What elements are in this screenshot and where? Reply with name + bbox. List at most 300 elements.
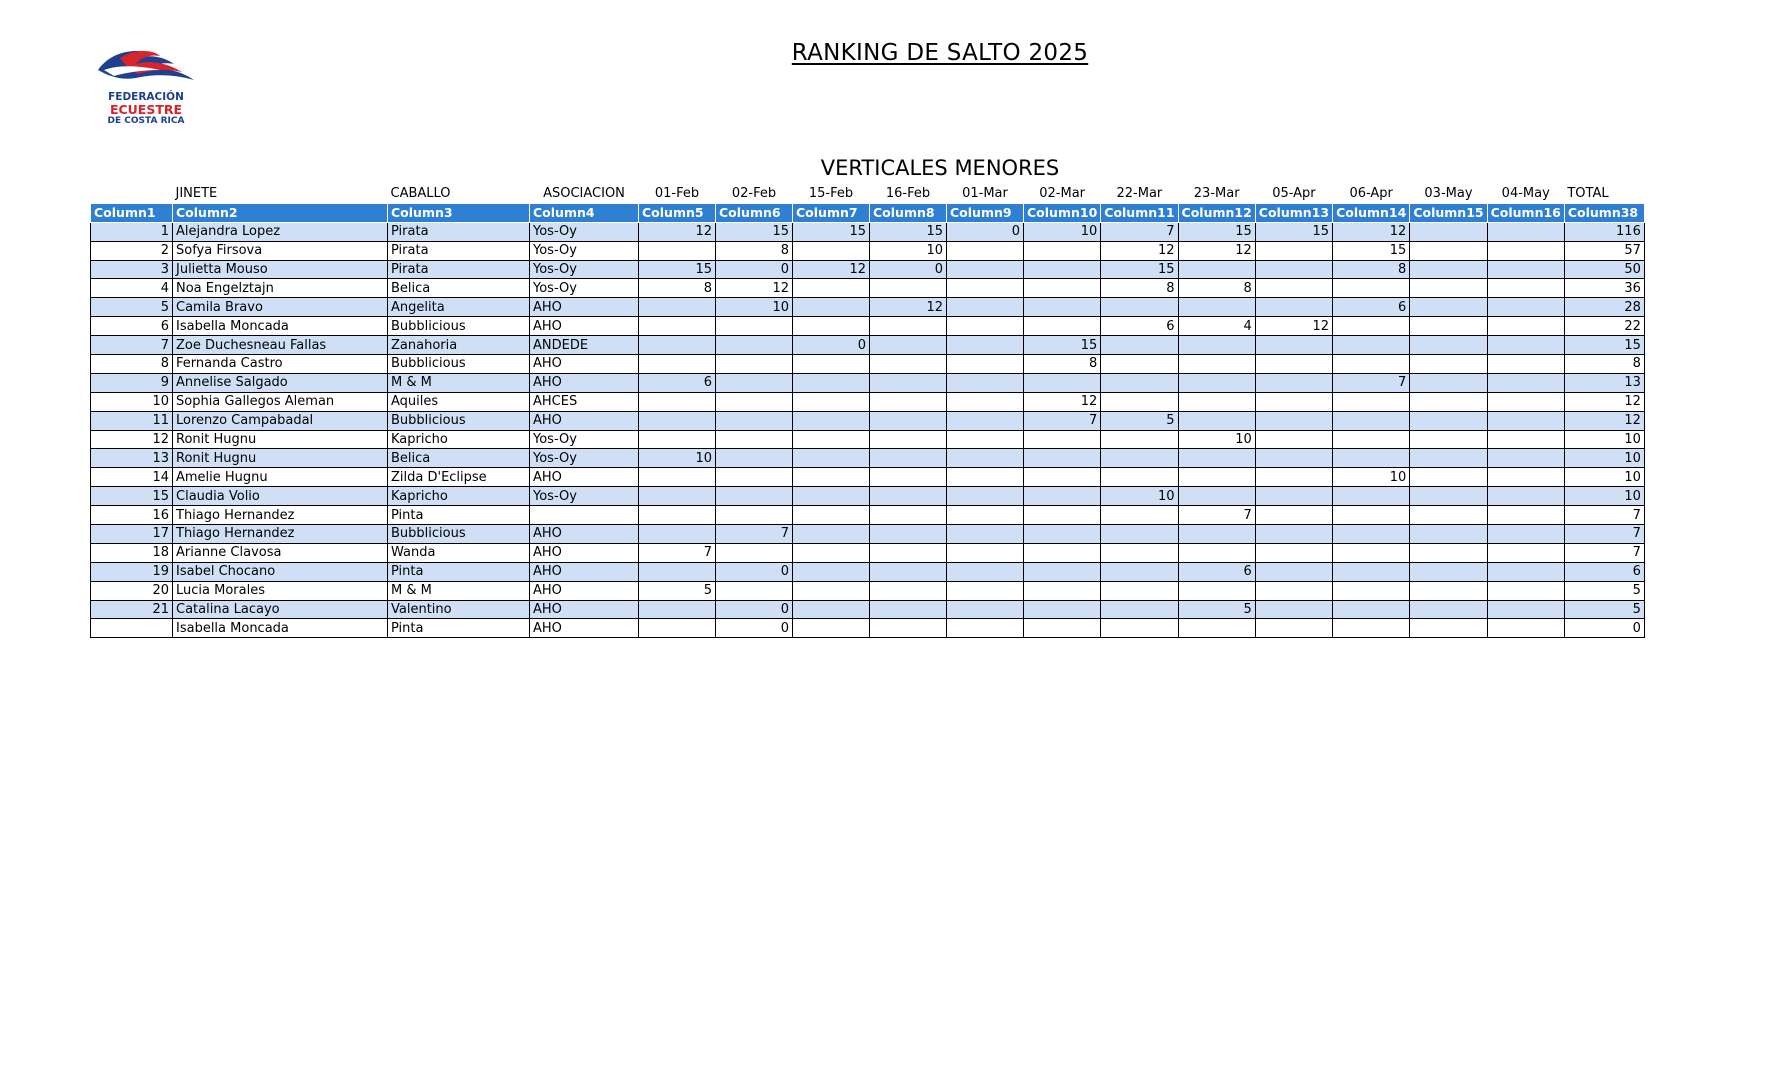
column-header-cell[interactable]: Column4 [530, 203, 639, 222]
table-cell [1101, 468, 1178, 487]
table-cell: 11 [91, 411, 173, 430]
column-header-cell[interactable]: Column13 [1255, 203, 1332, 222]
table-cell [1024, 260, 1101, 279]
table-cell: 3 [91, 260, 173, 279]
table-cell: Pirata [388, 241, 530, 260]
table-cell [1487, 487, 1564, 506]
table-cell: Bubblicious [388, 411, 530, 430]
table-row [91, 336, 1645, 355]
table-cell [1255, 525, 1332, 544]
table-cell: 10 [870, 241, 947, 260]
table-cell: Yos-Oy [530, 260, 639, 279]
table-cell [947, 411, 1024, 430]
table-cell: 15 [1333, 241, 1410, 260]
table-cell [639, 298, 716, 317]
column-header-cell[interactable]: Column15 [1410, 203, 1487, 222]
table-cell [716, 373, 793, 392]
table-cell: 5 [1564, 600, 1644, 619]
table-cell: 12 [793, 260, 870, 279]
column-header-cell[interactable]: Column7 [793, 203, 870, 222]
table-cell [1410, 373, 1487, 392]
table-cell: Pinta [388, 506, 530, 525]
logo-line-ecuestre: ECUESTRE [109, 102, 183, 117]
table-cell: Angelita [388, 298, 530, 317]
table-cell: Lorenzo Campabadal [173, 411, 388, 430]
date-header-cell: 22-Mar [1116, 186, 1163, 202]
table-cell [1255, 543, 1332, 562]
table-cell [870, 279, 947, 298]
table-cell: Pinta [388, 619, 530, 638]
table-cell [870, 411, 947, 430]
table-cell: 0 [1564, 619, 1644, 638]
table-cell [870, 600, 947, 619]
table-cell: Wanda [388, 543, 530, 562]
logo-line-federacion: FEDERACIÓN [108, 91, 184, 103]
table-cell [1410, 449, 1487, 468]
table-cell [1024, 619, 1101, 638]
table-cell [1487, 449, 1564, 468]
ranking-table [90, 185, 1645, 638]
table-cell [1178, 336, 1255, 355]
table-cell: Ronit Hugnu [173, 430, 388, 449]
table-cell [1024, 298, 1101, 317]
table-row [91, 430, 1645, 449]
table-cell: Zoe Duchesneau Fallas [173, 336, 388, 355]
table-cell [716, 317, 793, 336]
date-header-cell: ASOCIACION [543, 186, 625, 202]
table-cell [1487, 543, 1564, 562]
table-cell [1255, 355, 1332, 374]
table-cell [870, 355, 947, 374]
table-cell: Kapricho [388, 487, 530, 506]
table-cell: 8 [716, 241, 793, 260]
table-cell [1410, 355, 1487, 374]
table-row [91, 279, 1645, 298]
table-cell [1255, 600, 1332, 619]
table-cell [870, 468, 947, 487]
table-cell: AHO [530, 600, 639, 619]
table-cell [1410, 411, 1487, 430]
table-cell: 14 [91, 468, 173, 487]
table-cell [870, 581, 947, 600]
table-cell [1101, 525, 1178, 544]
table-cell: 0 [870, 260, 947, 279]
table-cell: 4 [91, 279, 173, 298]
table-cell: 10 [1333, 468, 1410, 487]
date-header-cell: 03-May [1424, 186, 1473, 202]
table-cell [1410, 562, 1487, 581]
date-header-cell: 02-Feb [731, 186, 777, 202]
table-cell: Belica [388, 279, 530, 298]
table-cell [1101, 298, 1178, 317]
table-cell [947, 468, 1024, 487]
table-cell: 116 [1564, 222, 1644, 241]
table-cell: 57 [1564, 241, 1644, 260]
table-cell [639, 430, 716, 449]
column-header-cell[interactable]: Column8 [870, 203, 947, 222]
table-cell [947, 430, 1024, 449]
table-cell: 12 [91, 430, 173, 449]
date-header-cell: 06-Apr [1349, 186, 1393, 202]
table-cell [1178, 411, 1255, 430]
date-header-cell: 02-Mar [1039, 186, 1086, 202]
table-cell [870, 525, 947, 544]
table-cell [1178, 487, 1255, 506]
table-cell [793, 411, 870, 430]
table-cell [1410, 392, 1487, 411]
table-cell [1178, 392, 1255, 411]
table-cell [870, 543, 947, 562]
table-cell [639, 317, 716, 336]
table-cell [793, 279, 870, 298]
table-cell [1487, 355, 1564, 374]
table-cell [1024, 449, 1101, 468]
table-cell [716, 336, 793, 355]
table-cell: Isabel Chocano [173, 562, 388, 581]
table-cell [1333, 411, 1410, 430]
table-cell: 8 [639, 279, 716, 298]
table-cell [1024, 525, 1101, 544]
table-row [91, 222, 1645, 241]
column-header-cell[interactable]: Column5 [639, 203, 716, 222]
table-cell [870, 336, 947, 355]
table-cell [716, 355, 793, 374]
table-cell: 12 [639, 222, 716, 241]
table-cell [1178, 298, 1255, 317]
table-cell [1255, 392, 1332, 411]
column-header-cell[interactable]: Column10 [1024, 203, 1101, 222]
table-cell: 10 [1101, 487, 1178, 506]
table-cell: 15 [1178, 222, 1255, 241]
table-cell: Arianne Clavosa [173, 543, 388, 562]
table-cell: Thiago Hernandez [173, 506, 388, 525]
table-row [91, 298, 1645, 317]
table-cell: Ronit Hugnu [173, 449, 388, 468]
table-cell [793, 355, 870, 374]
table-cell: 0 [793, 336, 870, 355]
date-header-cell: 04-May [1501, 186, 1550, 202]
table-cell [639, 487, 716, 506]
table-cell: 12 [1564, 411, 1644, 430]
table-cell: 12 [1178, 241, 1255, 260]
column-header-cell[interactable]: Column6 [716, 203, 793, 222]
column-header-cell[interactable]: Column1 [91, 203, 173, 222]
table-cell [1487, 411, 1564, 430]
table-cell [793, 487, 870, 506]
table-cell [1255, 487, 1332, 506]
table-cell: Kapricho [388, 430, 530, 449]
table-cell [793, 562, 870, 581]
table-cell: 5 [1564, 581, 1644, 600]
table-cell: 7 [1178, 506, 1255, 525]
table-cell [1487, 581, 1564, 600]
table-cell [1255, 241, 1332, 260]
table-cell [1333, 279, 1410, 298]
table-row [91, 562, 1645, 581]
table-cell: 28 [1564, 298, 1644, 317]
table-cell [1255, 619, 1332, 638]
table-cell [639, 241, 716, 260]
date-header-cell: CABALLO [390, 186, 451, 202]
table-cell [639, 619, 716, 638]
table-cell: 15 [1101, 260, 1178, 279]
table-cell [870, 506, 947, 525]
column-header-row [91, 203, 1645, 222]
table-cell [1333, 543, 1410, 562]
table-cell [1178, 468, 1255, 487]
table-cell: 0 [716, 260, 793, 279]
table-row [91, 468, 1645, 487]
table-cell [1178, 581, 1255, 600]
table-cell [793, 430, 870, 449]
table-cell [1255, 279, 1332, 298]
table-cell [716, 581, 793, 600]
table-cell [1410, 619, 1487, 638]
table-cell [1333, 562, 1410, 581]
table-cell: 4 [1178, 317, 1255, 336]
table-cell: Pinta [388, 562, 530, 581]
table-cell: 10 [1024, 222, 1101, 241]
table-cell [793, 449, 870, 468]
table-cell [793, 392, 870, 411]
table-cell: 8 [1178, 279, 1255, 298]
table-cell [1255, 336, 1332, 355]
table-cell: 10 [716, 298, 793, 317]
table-cell [793, 468, 870, 487]
table-cell [1487, 298, 1564, 317]
table-cell [1333, 581, 1410, 600]
column-header-cell[interactable]: Column2 [173, 203, 388, 222]
table-cell: Zilda D'Eclipse [388, 468, 530, 487]
table-cell: AHO [530, 373, 639, 392]
table-cell [1487, 525, 1564, 544]
table-cell: M & M [388, 581, 530, 600]
table-cell: Isabella Moncada [173, 619, 388, 638]
column-header-cell[interactable]: Column3 [388, 203, 530, 222]
table-cell [1487, 336, 1564, 355]
date-header-cell: JINETE [175, 186, 218, 202]
table-cell: 12 [1333, 222, 1410, 241]
table-cell: 0 [716, 600, 793, 619]
table-cell [1410, 581, 1487, 600]
table-cell: Valentino [388, 600, 530, 619]
table-cell [1410, 222, 1487, 241]
table-cell [947, 317, 1024, 336]
table-cell [793, 373, 870, 392]
table-cell: Yos-Oy [530, 241, 639, 260]
date-header-cell [91, 185, 173, 203]
table-cell: 0 [947, 222, 1024, 241]
table-cell: Amelie Hugnu [173, 468, 388, 487]
date-header-cell: 16-Feb [885, 186, 931, 202]
table-cell: 6 [1101, 317, 1178, 336]
table-cell [870, 449, 947, 468]
table-cell [793, 317, 870, 336]
table-row [91, 543, 1645, 562]
table-cell [1487, 600, 1564, 619]
table-cell [716, 411, 793, 430]
table-cell [947, 298, 1024, 317]
table-cell: 10 [1564, 430, 1644, 449]
table-cell [1024, 468, 1101, 487]
table-cell: AHO [530, 525, 639, 544]
table-cell [1024, 543, 1101, 562]
table-cell [1101, 355, 1178, 374]
table-cell [1101, 581, 1178, 600]
table-cell: Yos-Oy [530, 449, 639, 468]
table-cell: 15 [1255, 222, 1332, 241]
table-cell: 16 [91, 506, 173, 525]
column-header-cell[interactable]: Column14 [1333, 203, 1410, 222]
table-cell: 13 [91, 449, 173, 468]
table-cell [716, 468, 793, 487]
table-cell [1410, 430, 1487, 449]
table-cell: 7 [1101, 222, 1178, 241]
date-header-cell: 05-Apr [1272, 186, 1316, 202]
table-cell: 6 [1178, 562, 1255, 581]
table-cell [1333, 449, 1410, 468]
table-cell [1255, 260, 1332, 279]
table-cell [1487, 279, 1564, 298]
table-cell: AHO [530, 411, 639, 430]
column-header-cell[interactable]: Column38 [1564, 203, 1644, 222]
table-cell: 17 [91, 525, 173, 544]
table-cell [1410, 241, 1487, 260]
table-cell [947, 241, 1024, 260]
table-cell [1024, 600, 1101, 619]
table-cell [1178, 373, 1255, 392]
table-cell [716, 506, 793, 525]
table-cell: 10 [1564, 468, 1644, 487]
table-cell [1487, 468, 1564, 487]
table-cell [639, 336, 716, 355]
table-cell [870, 619, 947, 638]
table-cell: AHO [530, 562, 639, 581]
table-cell: 36 [1564, 279, 1644, 298]
table-row [91, 487, 1645, 506]
table-cell [1024, 317, 1101, 336]
date-header-row [91, 185, 1645, 203]
table-cell: 18 [91, 543, 173, 562]
table-cell [639, 392, 716, 411]
table-cell [1024, 241, 1101, 260]
table-cell: 1 [91, 222, 173, 241]
table-cell [1255, 430, 1332, 449]
table-row [91, 525, 1645, 544]
table-cell [947, 336, 1024, 355]
table-cell [1410, 317, 1487, 336]
table-cell: 7 [91, 336, 173, 355]
table-cell [716, 487, 793, 506]
table-cell: AHO [530, 317, 639, 336]
table-cell: Pirata [388, 260, 530, 279]
table-cell: Fernanda Castro [173, 355, 388, 374]
table-cell: 12 [1255, 317, 1332, 336]
table-cell [947, 581, 1024, 600]
table-cell [870, 562, 947, 581]
table-cell: 6 [639, 373, 716, 392]
table-cell [1178, 260, 1255, 279]
table-cell [793, 241, 870, 260]
table-cell [793, 600, 870, 619]
table-row [91, 317, 1645, 336]
table-cell [1333, 487, 1410, 506]
table-cell: Claudia Volio [173, 487, 388, 506]
table-cell: 19 [91, 562, 173, 581]
table-cell [1255, 449, 1332, 468]
table-cell [1178, 619, 1255, 638]
table-cell [1024, 373, 1101, 392]
table-cell: Zanahoria [388, 336, 530, 355]
column-header-cell[interactable]: Column11 [1101, 203, 1178, 222]
table-cell [1487, 562, 1564, 581]
table-row [91, 619, 1645, 638]
table-cell: 10 [639, 449, 716, 468]
table-cell [1410, 336, 1487, 355]
table-cell [870, 430, 947, 449]
table-cell [639, 355, 716, 374]
table-cell [639, 411, 716, 430]
column-header-cell[interactable]: Column12 [1178, 203, 1255, 222]
table-cell: AHO [530, 298, 639, 317]
table-cell [1024, 279, 1101, 298]
table-cell: 8 [1101, 279, 1178, 298]
table-cell [1255, 581, 1332, 600]
table-cell: Aquiles [388, 392, 530, 411]
table-cell: 20 [91, 581, 173, 600]
table-cell [1255, 562, 1332, 581]
date-header-cell: 15-Feb [808, 186, 854, 202]
table-cell [947, 260, 1024, 279]
table-cell: Catalina Lacayo [173, 600, 388, 619]
table-cell [1410, 525, 1487, 544]
table-cell [947, 562, 1024, 581]
table-cell [1333, 506, 1410, 525]
table-cell: Noa Engelztajn [173, 279, 388, 298]
table-cell: Yos-Oy [530, 222, 639, 241]
table-cell: Sophia Gallegos Aleman [173, 392, 388, 411]
table-cell: 12 [870, 298, 947, 317]
table-cell [1487, 392, 1564, 411]
table-cell: 7 [1024, 411, 1101, 430]
table-cell: 22 [1564, 317, 1644, 336]
table-cell [1410, 600, 1487, 619]
column-header-cell[interactable]: Column9 [947, 203, 1024, 222]
table-cell [1410, 543, 1487, 562]
table-cell [947, 279, 1024, 298]
table-cell [870, 487, 947, 506]
column-header-cell[interactable]: Column16 [1487, 203, 1564, 222]
table-cell [1255, 298, 1332, 317]
table-cell: 8 [1564, 355, 1644, 374]
table-cell [639, 562, 716, 581]
table-cell: 15 [639, 260, 716, 279]
table-cell: AHO [530, 355, 639, 374]
table-cell: AHO [530, 581, 639, 600]
table-cell: 6 [1564, 562, 1644, 581]
table-cell: 0 [716, 562, 793, 581]
table-cell: AHO [530, 619, 639, 638]
table-cell [947, 355, 1024, 374]
table-cell [947, 543, 1024, 562]
table-cell: 10 [91, 392, 173, 411]
table-cell [1255, 411, 1332, 430]
table-cell: Bubblicious [388, 525, 530, 544]
table-cell: 7 [1333, 373, 1410, 392]
table-cell [1487, 430, 1564, 449]
table-cell [947, 373, 1024, 392]
date-header-cell: 23-Mar [1193, 186, 1240, 202]
